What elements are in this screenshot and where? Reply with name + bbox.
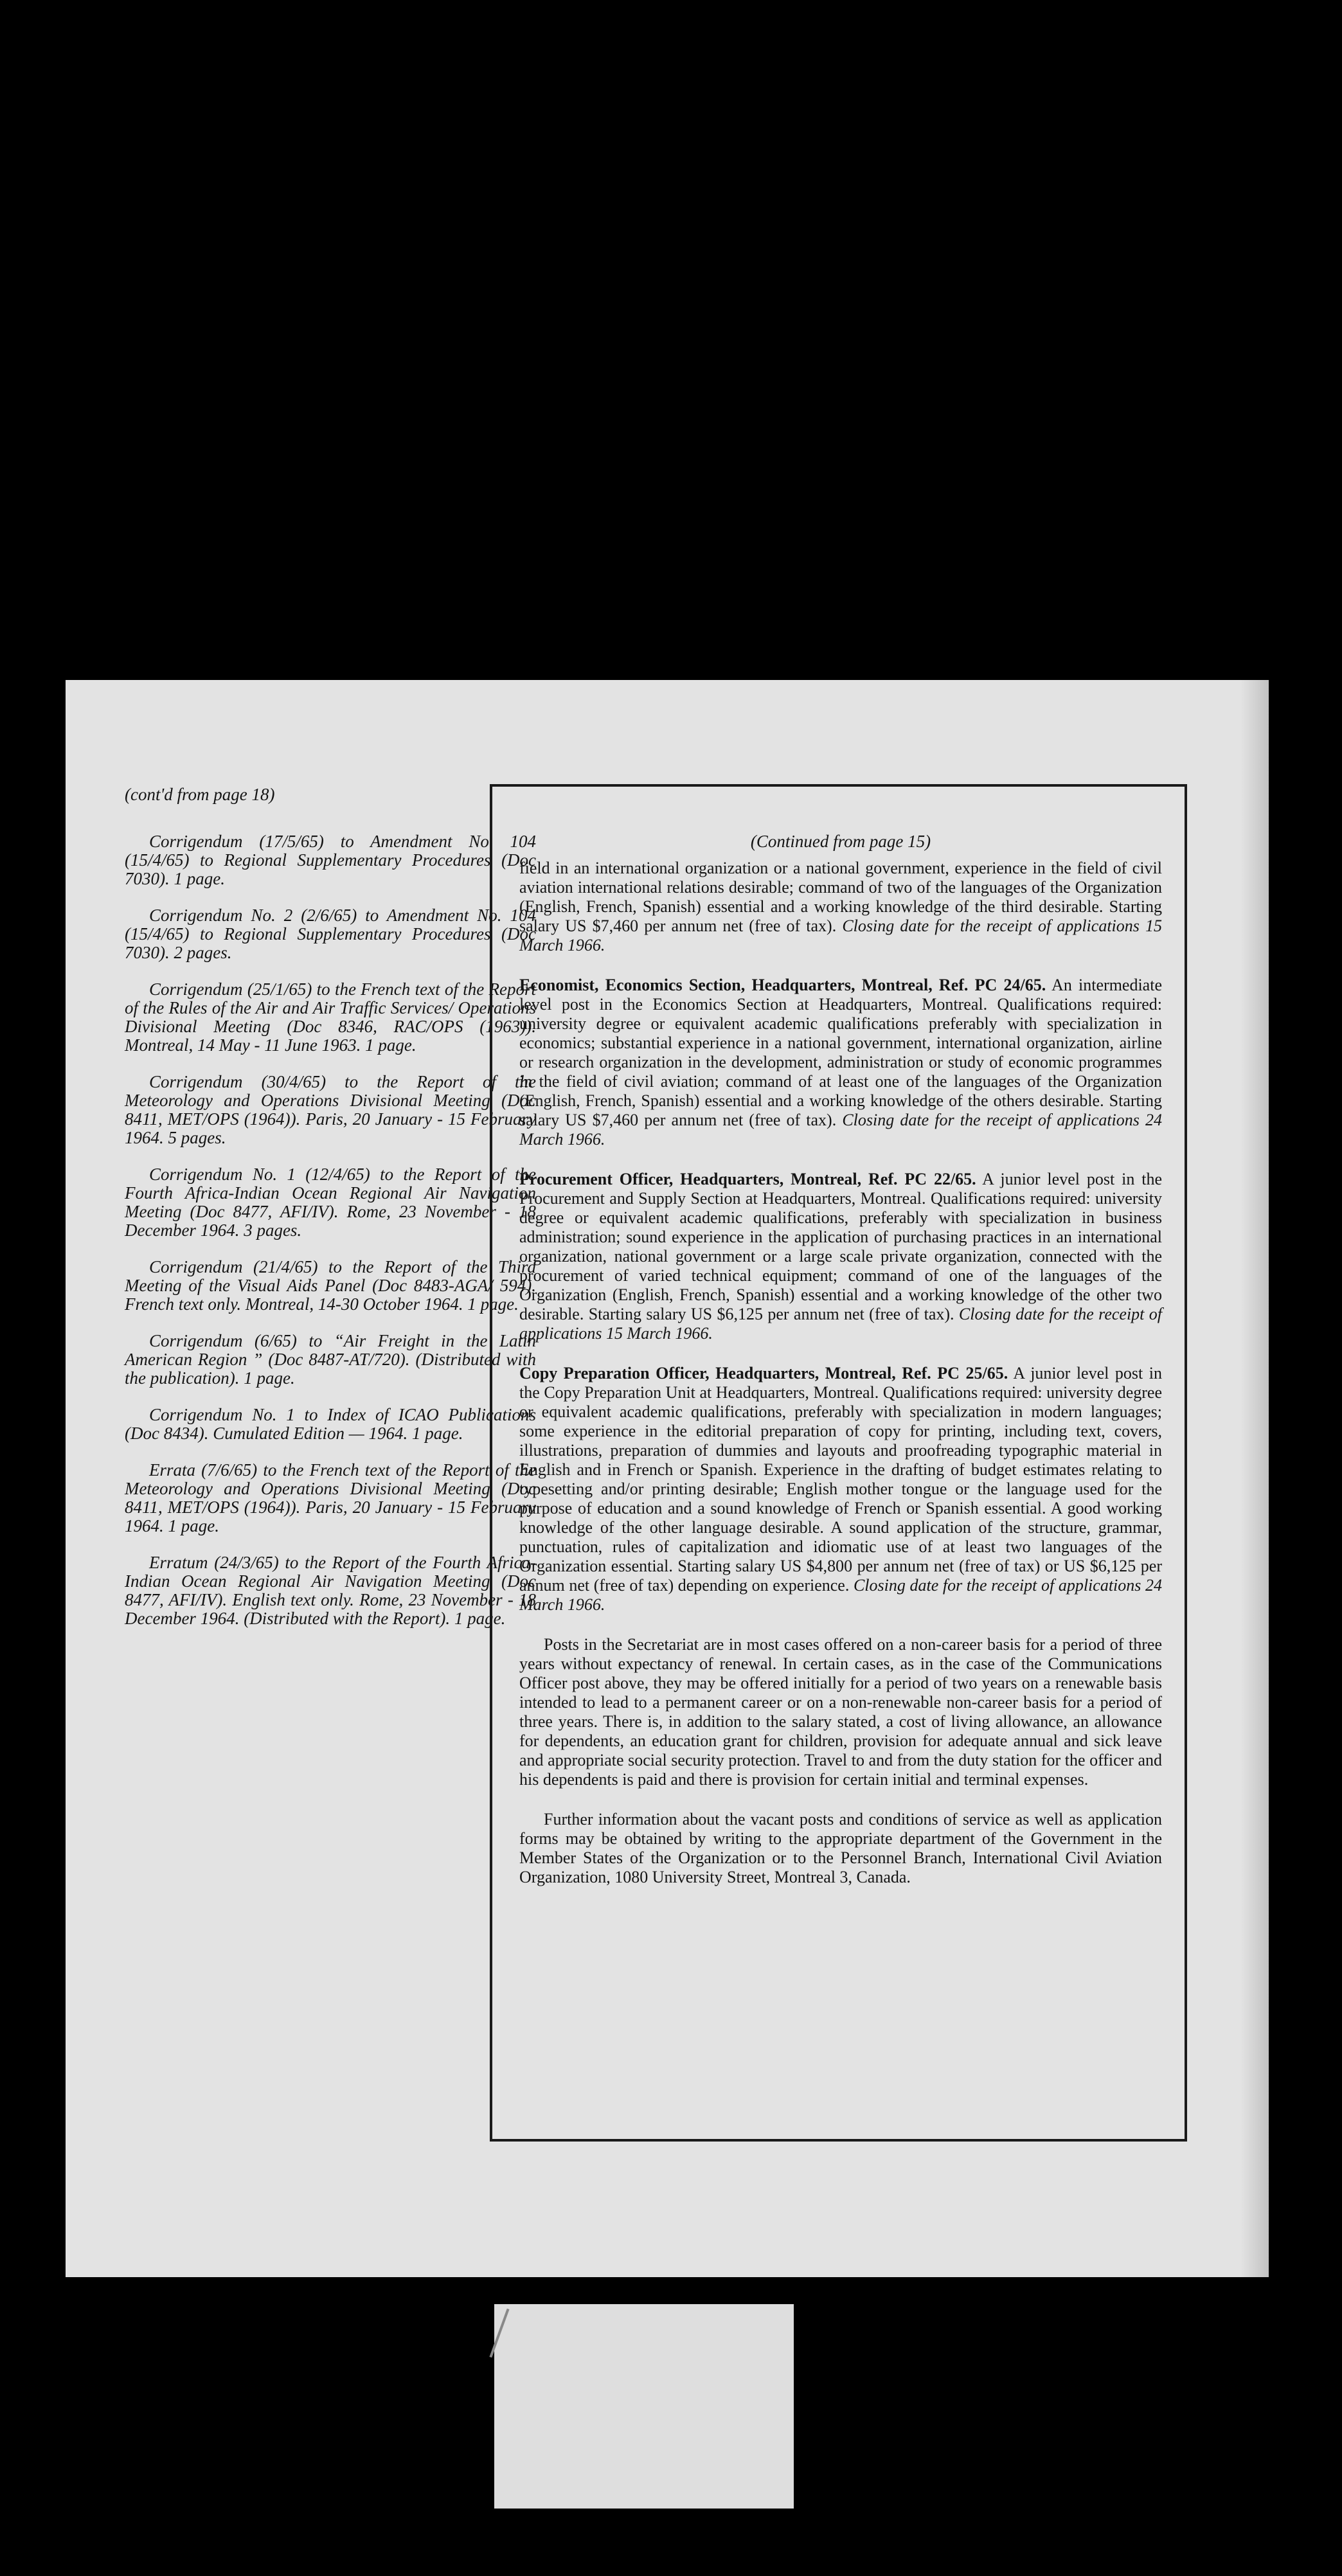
page-edge-shadow (1240, 680, 1269, 2277)
post-title: Procurement Officer, Headquarters, Montreal, Ref. PC 22/65. (519, 1170, 976, 1188)
publication-entry: Corrigendum No. 2 (2/6/65) to Amendment No. 104 (15/4/65) to Regional Supplementary Procedures (Doc 7030). 2 pages. (125, 906, 536, 962)
post-copy-preparation-officer (519, 1364, 1162, 1614)
post-text: A junior level post in the Copy Preparation Unit at Headquarters, Montreal. Qualifications required: university degree or equivalent academic qualifications, preferably with specialization in modern languages; some experience in the editorial preparation of copy for printing, including text, covers, illustrations, preparation of dummies and layouts and proofreading typographic material in English and in French or Spanish. Experience in the drafting of budget estimates relating to typesetting and/or printing desirable; English mother tongue or the language used for the purpose of education and a sound knowledge of French or Spanish essential. A good working knowledge of the other language desirable. A sound application of the structure, grammar, punctuation, rules of capitalization and idiomatic use of at least two languages of the Organization essential. Starting salary US $4,800 per annum net (free of tax) or US $6,125 per annum net (free of tax) depending on experience. (519, 1364, 1162, 1595)
publication-entry: Erratum (24/3/65) to the Report of the Fourth Africa-Indian Ocean Regional Air Navigation Meeting (Doc 8477, AFI/IV). English text only. Rome, 23 November - 18 December 1964. (Distributed with the Report). 1 page. (125, 1553, 536, 1628)
publication-entry: Corrigendum No. 1 to Index of ICAO Publications (Doc 8434). Cumulated Edition — 1964. 1 page. (125, 1405, 536, 1443)
post-title: Copy Preparation Officer, Headquarters, Montreal, Ref. PC 25/65. (519, 1364, 1008, 1382)
post-economist (519, 976, 1162, 1149)
post-closing-date: Closing date for the receipt of applications 15 March 1966. (519, 1305, 1162, 1343)
post-closing-date: Closing date for the receipt of applications 24 March 1966. (519, 1111, 1163, 1149)
post-text: A junior level post in the Procurement and Supply Section at Headquarters, Montreal. Qualifications required: university degree or equivalent academic qualifications, preferably with specialization in business administration; sound experience in the application of purchasing practices in an international organization, national government or a large scale private organization, connected with the procurement of varied technical equipment; command of one of the languages of the Organization (English, French, Spanish) essential and a working knowledge of the other two desirable. Starting salary US $6,125 per annum net (free of tax). (519, 1170, 1162, 1323)
intro-text: field in an international organization or a national government, experience in the field of civil aviation international relations desirable; command of two of the languages of the Organization (English, French, Spanish) essential and a working knowledge of the third desirable. Starting salary US $7,460 per annum net (free of tax). (519, 859, 1162, 935)
further-information-paragraph: Further information about the vacant posts and conditions of service as well as application forms may be obtained by writing to the appropriate department of the Government in the Member States of the Organization or to the Personnel Branch, International Civil Aviation Organization, 1080 University Street, Montreal 3, Canada. (519, 1810, 1162, 1886)
document-page (66, 680, 1269, 2277)
post-text: An intermediate level post in the Economics Section at Headquarters, Montreal. Qualifications required: university degree or equivalent academic qualifications preferably with specialization in economics; substantial experience in a national government, international organization, airline or research organization in the development, administration or study of economic programmes in the field of civil aviation; command of at least one of the languages of the Organization (English, French, Spanish) essential and a working knowledge of the others desirable. Starting salary US $7,460 per annum net (free of tax). (519, 976, 1162, 1129)
publication-entry: Corrigendum No. 1 (12/4/65) to the Report of the Fourth Africa-Indian Ocean Regional Air Navigation Meeting (Doc 8477, AFI/IV). Rome, 23 November - 18 December 1964. 3 pages. (125, 1165, 536, 1240)
general-conditions-paragraph: Posts in the Secretariat are in most cases offered on a non-career basis for a period of three years without expectancy of renewal. In certain cases, as in the case of the Communications Officer post above, they may be offered initially for a period of two years on a renewable basis intended to lead to a permanent career or on a non-renewable non-career basis for a period of three years. There is, in addition to the salary stated, a cost of living allowance, an allowance for dependents, an education grant for children, provision for adequate annual and sick leave and appropriate social security protection. Travel to and from the duty station for the officer and his dependents is paid and there is provision for certain initial and terminal expenses. (519, 1635, 1162, 1789)
publication-entry: Corrigendum (17/5/65) to Amendment No. 104 (15/4/65) to Regional Supplementary Procedures (Doc 7030). 1 page. (125, 832, 536, 888)
publication-entry: Corrigendum (21/4/65) to the Report of the Third Meeting of the Visual Aids Panel (Doc 8483-AGA/ 594). French text only. Montreal, 14-30 October 1964. 1 page. (125, 1257, 536, 1314)
continued-note: (cont'd from page 18) (125, 785, 275, 804)
publication-entry: Corrigendum (30/4/65) to the Report of the Meteorology and Operations Divisional Meeting (Doc 8411, MET/OPS (1964)). Paris, 20 January - 15 February 1964. 5 pages. (125, 1072, 536, 1147)
publication-entry: Corrigendum (25/1/65) to the French text of the Report of the Rules of the Air and Air Traffic Services/ Operations Divisional Meeting (Doc 8346, RAC/OPS (1963)). Montreal, 14 May - 11 June 1963. 1 page. (125, 979, 536, 1055)
continued-header: (Continued from page 15) (750, 832, 931, 851)
publications-column (125, 786, 536, 1646)
post-closing-date: Closing date for the receipt of applications 24 March 1966. (519, 1576, 1162, 1614)
publication-entry: Corrigendum (6/65) to “Air Freight in the Latin American Region ” (Doc 8487-AT/720). (Distributed with the publication). 1 page. (125, 1331, 536, 1388)
intro-paragraph (519, 859, 1162, 955)
post-title: Economist, Economics Section, Headquarters, Montreal, Ref. PC 24/65. (519, 976, 1046, 994)
post-procurement-officer (519, 1170, 1162, 1343)
intro-closing-date: Closing date for the receipt of applications 15 March 1966. (519, 917, 1163, 954)
vacancies-box (490, 784, 1187, 2142)
publication-entry: Errata (7/6/65) to the French text of the Report of the Meteorology and Operations Divisional Meeting (Doc 8411, MET/OPS (1964)). Paris, 20 January - 15 February 1964. 1 page. (125, 1460, 536, 1535)
vacancies-content (519, 832, 1162, 1908)
paper-stub (494, 2304, 794, 2509)
